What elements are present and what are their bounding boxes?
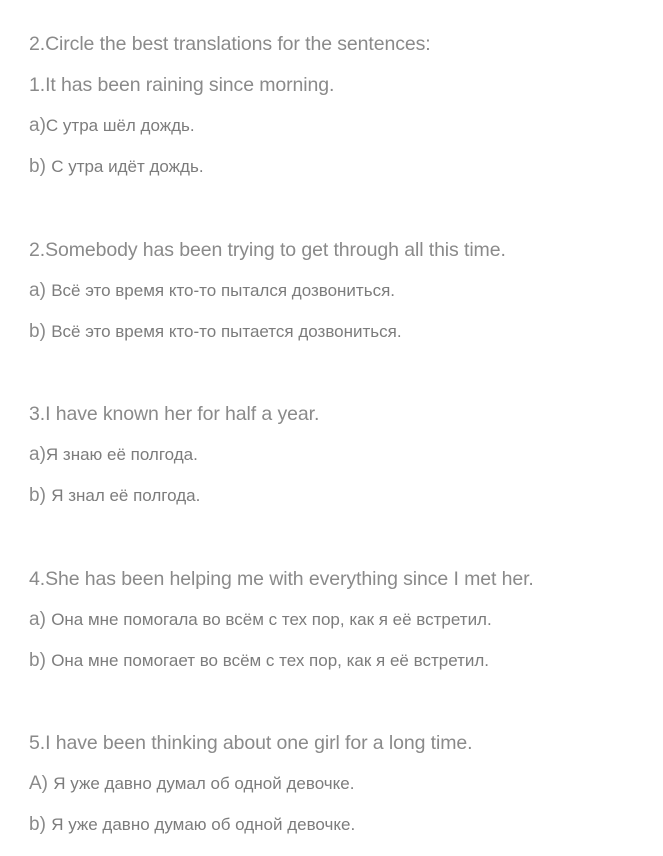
- question-1-option-b: [29, 155, 204, 179]
- option-text: С утра шёл дождь.: [45, 116, 195, 135]
- question-1-option-a: [29, 114, 195, 138]
- option-text: Всё это время кто-то пытался дозвониться.: [51, 281, 395, 300]
- option-letter: a): [29, 609, 52, 630]
- option-text: С утра идёт дождь.: [51, 157, 204, 176]
- option-text: Всё это время кто-то пытается дозвониться.: [51, 322, 402, 341]
- question-3-option-a: [29, 443, 198, 467]
- option-text: Я знал её полгода.: [51, 486, 201, 505]
- option-letter: b): [29, 321, 52, 342]
- question-2: 2.Somebody has been trying to get through all this time.: [29, 239, 506, 261]
- question-2-option-a: [29, 279, 395, 303]
- question-5-option-a: [29, 772, 354, 796]
- question-5-option-b: [29, 813, 355, 837]
- option-letter: a): [29, 444, 46, 465]
- option-letter: b): [29, 156, 52, 177]
- task-title: 2.Circle the best translations for the sentences:: [29, 33, 431, 55]
- question-4-option-b: [29, 649, 489, 673]
- option-letter: b): [29, 814, 52, 835]
- option-letter: b): [29, 485, 52, 506]
- option-text: Я уже давно думал об одной девочке.: [53, 774, 355, 793]
- question-5: 5.I have been thinking about one girl for a long time.: [29, 732, 473, 754]
- option-text: Она мне помогает во всём с тех пор, как я её встретил.: [51, 651, 490, 670]
- question-4-option-a: [29, 608, 492, 632]
- question-3-option-b: [29, 484, 200, 508]
- option-text: Я уже давно думаю об одной девочке.: [51, 815, 356, 834]
- option-text: Я знаю её полгода.: [45, 445, 198, 464]
- option-letter: b): [29, 650, 52, 671]
- question-2-option-b: [29, 320, 402, 344]
- option-letter: a): [29, 280, 52, 301]
- option-text: Она мне помогала во всём с тех пор, как я её встретил.: [51, 610, 492, 629]
- option-letter: A): [29, 773, 54, 794]
- question-1: 1.It has been raining since morning.: [29, 74, 335, 96]
- question-3: 3.I have known her for half a year.: [29, 403, 320, 425]
- option-letter: a): [29, 115, 46, 136]
- question-4: 4.She has been helping me with everything since I met her.: [29, 568, 534, 590]
